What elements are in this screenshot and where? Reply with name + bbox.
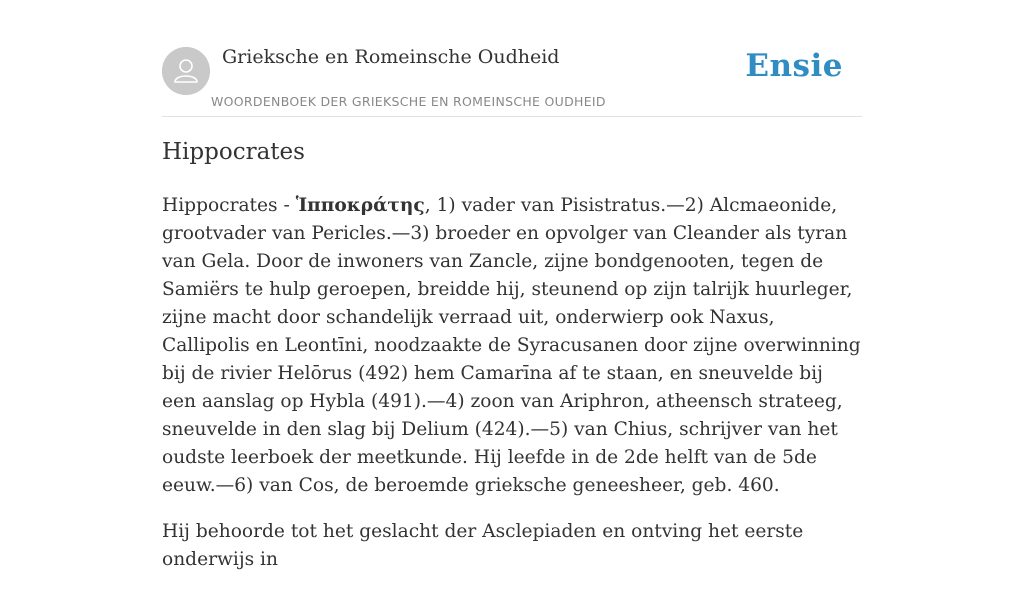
- source-title-link[interactable]: Grieksche en Romeinsche Oudheid: [222, 46, 560, 68]
- header: [162, 42, 862, 117]
- entry-content: [162, 192, 862, 592]
- term-separator: -: [277, 195, 296, 216]
- brand-logo-link[interactable]: Ensie: [745, 48, 843, 84]
- entry-term: Hippocrates: [162, 195, 278, 216]
- greek-term: Ἱπποκράτης: [295, 195, 425, 216]
- entry-paragraph-1: [162, 192, 862, 500]
- user-avatar-icon[interactable]: [162, 47, 210, 95]
- entry-paragraph-2: Hij behoorde tot het geslacht der Asclepiaden en ontving het eerste onderwijs in: [162, 521, 804, 570]
- source-subtitle: WOORDENBOEK DER GRIEKSCHE EN ROMEINSCHE OUDHEID: [211, 94, 606, 109]
- entry-title: Hippocrates: [162, 139, 305, 165]
- paragraph-1-text: , 1) vader van Pisistratus.—2) Alcmaeonide, grootvader van Pericles.—3) broeder en opvolger van Cleander als tyran van Gela. Door de inwoners van Zancle, zijne bondgenooten, tegen de Samiërs te hulp geroepen, breidde hij, steunend op zijn talrijk huurleger, zijne macht door schandelijk verraad uit, onderwierp ook Naxus, Callipolis en Leontīni, noodzaakte de Syracusanen door zijne overwinning bij de rivier Helōrus (492) hem Camarīna af te staan, en sneuvelde bij een aanslag op Hybla (491).—4) zoon van Ariphron, atheensch strateeg, sneuvelde in den slag bij Delium (424).—5) van Chius, schrijver van het oudste leerboek der meetkunde. Hij leefde in de 2de helft van de 5de eeuw.—6) van Cos, de beroemde grieksche geneesheer, geb. 460.: [162, 195, 861, 496]
